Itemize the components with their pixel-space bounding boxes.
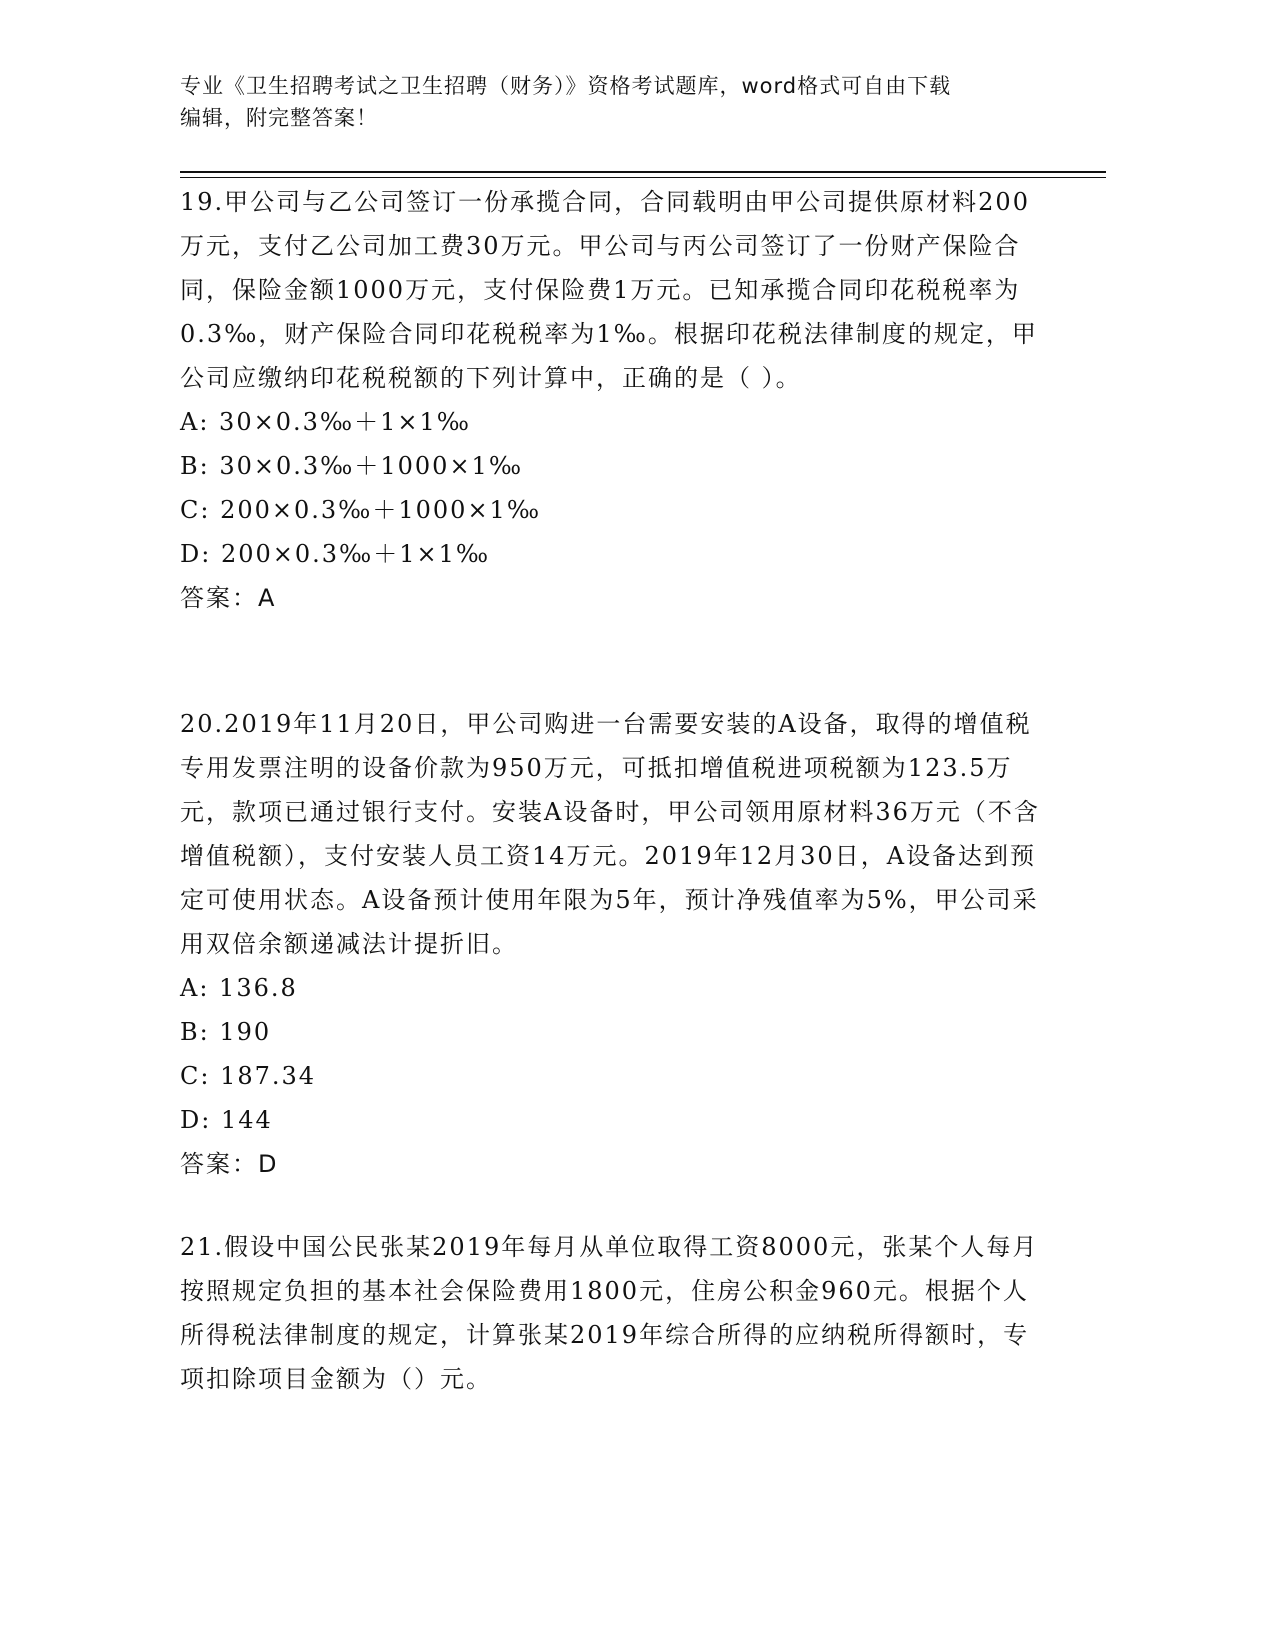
option-a: A: 30×0.3‰＋1×1‰ <box>180 408 471 436</box>
header-divider-thin <box>180 177 1106 178</box>
option-b: B: 190 <box>180 1018 272 1046</box>
answer-label: 答案：A <box>180 584 277 612</box>
question-19 <box>180 180 1040 620</box>
question-20 <box>180 702 1040 1186</box>
option-a: A: 136.8 <box>180 974 298 1002</box>
option-d: D: 200×0.3‰＋1×1‰ <box>180 540 491 568</box>
option-b: B: 30×0.3‰＋1000×1‰ <box>180 452 524 480</box>
header-divider-thick <box>180 171 1106 173</box>
question-text: 19.甲公司与乙公司签订一份承揽合同，合同载明由甲公司提供原材料200万元，支付乙公司加工费30万元。甲公司与丙公司签订了一份财产保险合同，保险金额1000万元，支付保险费1万元。已知承揽合同印花税税率为0.3‰，财产保险合同印花税税率为1‰。根据印花税法律制度的规定，甲公司应缴纳印花税税额的下列计算中，正确的是（ ）。 <box>180 188 1038 392</box>
header-line-1: 专业《卫生招聘考试之卫生招聘（财务）》资格考试题库，word格式可自由下载 <box>180 74 952 98</box>
question-text: 20.2019年11月20日，甲公司购进一台需要安装的A设备，取得的增值税专用发票注明的设备价款为950万元，可抵扣增值税进项税额为123.5万元，款项已通过银行支付。安装A设备时，甲公司领用原材料36万元（不含增值税额），支付安装人员工资14万元。2019年12月30日，A设备达到预定可使用状态。A设备预计使用年限为5年，预计净残值率为5%，甲公司采用双倍余额递减法计提折旧。 <box>180 710 1040 958</box>
answer-label: 答案：D <box>180 1150 279 1178</box>
option-c: C: 187.34 <box>180 1062 317 1090</box>
question-21 <box>180 1225 1040 1401</box>
document-header <box>180 70 1050 134</box>
header-line-2: 编辑，附完整答案！ <box>180 106 378 130</box>
option-c: C: 200×0.3‰＋1000×1‰ <box>180 496 542 524</box>
option-d: D: 144 <box>180 1106 273 1134</box>
question-text: 21.假设中国公民张某2019年每月从单位取得工资8000元，张某个人每月按照规定负担的基本社会保险费用1800元，住房公积金960元。根据个人所得税法律制度的规定，计算张某2019年综合所得的应纳税所得额时，专项扣除项目金额为（）元。 <box>180 1233 1039 1393</box>
